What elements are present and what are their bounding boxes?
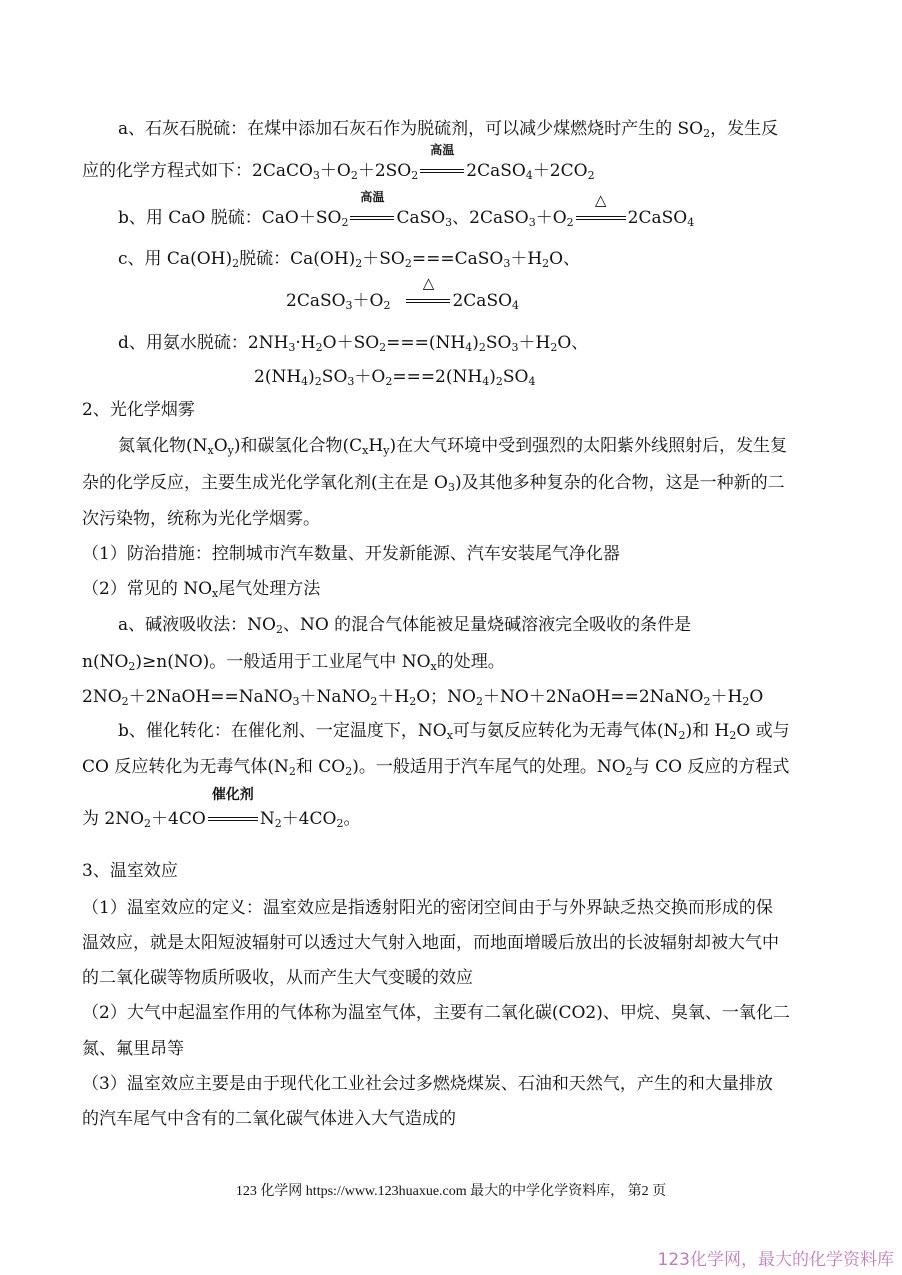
text-segment: ＋2CO: [532, 161, 588, 181]
reaction-condition: [350, 190, 394, 229]
text-segment: O: [749, 687, 764, 707]
text-segment: ＋H: [710, 687, 743, 707]
condition-label: 高温: [360, 190, 385, 204]
text-line: [82, 1038, 184, 1060]
text-segment: （2）大气中起温室作用的气体称为温室气体，主要有二氧化碳(CO2)、甲烷、臭氧、一氧化二: [82, 1003, 790, 1023]
text-segment: 脱硫：Ca(OH): [239, 249, 356, 269]
text-segment: O 或与: [736, 721, 790, 741]
text-segment: ＋H: [377, 687, 410, 707]
text-segment: ＋O: [535, 208, 567, 228]
subscript: 2: [550, 341, 558, 354]
text-segment: 和 CO: [295, 757, 346, 777]
subscript: 2: [370, 695, 378, 708]
subscript: 2: [336, 817, 344, 830]
subscript: 2: [350, 169, 358, 182]
text-segment: ＋H: [510, 249, 543, 269]
subscript: y: [227, 444, 234, 457]
text-segment: 为 2NO: [82, 809, 145, 829]
text-segment: ＋O: [319, 161, 351, 181]
text-line: [82, 651, 505, 673]
subscript: 2: [411, 169, 419, 182]
subscript: 2: [355, 257, 363, 270]
text-segment: ＋NaNO: [299, 687, 371, 707]
text-segment: ===2(NH: [392, 367, 483, 387]
equation-line: [118, 332, 588, 354]
text-line: [82, 1073, 773, 1095]
subscript: x: [212, 587, 219, 600]
text-segment: 温效应，就是太阳短波辐射可以透过大气射入地面，而地面增暖后放出的长波辐射却被大气中: [82, 933, 779, 953]
equation-line: [254, 366, 535, 388]
text-segment: 3、温室效应: [82, 861, 178, 881]
text-segment: 2、光化学烟雾: [82, 400, 195, 420]
text-segment: c、用 Ca(OH): [118, 249, 233, 269]
subscript: 3: [347, 375, 355, 388]
text-segment: O、: [549, 249, 581, 269]
text-segment: 次污染物，统称为光化学烟雾。: [82, 509, 320, 529]
text-segment: O＋SO: [322, 333, 380, 353]
subscript: 2: [275, 623, 283, 636]
subscript: 2: [345, 765, 353, 778]
text-segment: )及其他多种复杂的化合物，这是一种新的二: [454, 473, 785, 493]
text-segment: )≥n(NO)。一般适用于工业尾气中 NO: [135, 652, 431, 672]
subscript: 2: [288, 765, 296, 778]
text-segment: ): [489, 367, 496, 387]
subscript: 2: [144, 817, 152, 830]
text-segment: ): [472, 333, 479, 353]
text-segment: 2NO: [82, 687, 122, 707]
equation-line: [82, 143, 595, 182]
subscript: 2: [274, 817, 282, 830]
page-footer: 123 化学网 https://www.123huaxue.com 最大的中学化学资料库， 第2 页: [235, 1184, 667, 1199]
text-segment: O: [213, 436, 228, 456]
condition-label: △: [422, 274, 435, 292]
text-segment: ): [308, 367, 315, 387]
double-line: [406, 299, 450, 303]
text-segment: ·H: [295, 333, 316, 353]
text-segment: ＋O: [354, 367, 386, 387]
subscript: 2: [385, 375, 393, 388]
subscript: 3: [503, 257, 511, 270]
text-line: [82, 472, 785, 494]
text-segment: ===(NH: [386, 333, 466, 353]
condition-label: 高温: [430, 143, 455, 157]
text-segment: ＋2SO: [357, 161, 412, 181]
text-segment: 。: [343, 809, 361, 829]
text-segment: 氮氧化物(N: [118, 436, 208, 456]
text-segment: ＋4CO: [151, 809, 206, 829]
subscript: 4: [525, 169, 533, 182]
text-segment: 、NO 的混合气体能被足量烧碱溶液完全吸收的条件是: [282, 615, 692, 635]
text-segment: a、碱液吸收法：NO: [118, 615, 276, 635]
subscript: x: [430, 660, 437, 673]
text-segment: n(NO: [82, 652, 129, 672]
subscript: 4: [482, 375, 490, 388]
text-segment: a、石灰石脱硫：在煤中添加石灰石作为脱硫剂，可以减少煤燃烧时产生的 SO: [118, 119, 704, 139]
subscript: 2: [128, 660, 136, 673]
text-segment: 2CaSO: [466, 161, 526, 181]
text-segment: 的处理。: [436, 652, 505, 672]
double-line: [420, 169, 464, 173]
subscript: 2: [121, 695, 129, 708]
watermark: 123化学网，最大的化学资料库: [657, 1250, 894, 1270]
subscript: 2: [566, 216, 574, 229]
equation-line: [286, 274, 520, 312]
subscript: 2: [341, 216, 349, 229]
subscript: 3: [447, 481, 455, 494]
text-line: [118, 435, 787, 457]
subscript: x: [207, 444, 214, 457]
text-segment: 尾气处理方法: [218, 579, 321, 599]
subscript: 2: [404, 257, 412, 270]
text-line: [82, 967, 473, 989]
text-segment: 2CaSO: [627, 208, 688, 228]
text-line: [82, 1002, 790, 1024]
section-heading: [82, 399, 195, 421]
text-line: [118, 720, 790, 742]
subscript: 3: [511, 341, 519, 354]
reaction-condition: [208, 787, 258, 830]
subscript: 2: [742, 695, 750, 708]
text-segment: （2）常见的 NO: [82, 579, 213, 599]
subscript: 3: [528, 216, 536, 229]
subscript: 2: [495, 375, 503, 388]
text-segment: N: [259, 809, 275, 829]
text-line: [82, 932, 779, 954]
subscript: 3: [445, 216, 453, 229]
text-segment: CO 反应转化为无毒气体(N: [82, 757, 289, 777]
text-segment: )和 H: [685, 721, 730, 741]
text-segment: SO: [321, 367, 348, 387]
subscript: 2: [625, 765, 633, 778]
subscript: 2: [314, 375, 322, 388]
text-segment: H: [368, 436, 384, 456]
text-segment: )和碳氢化合物(C: [233, 436, 363, 456]
text-segment: b、用 CaO 脱硫：CaO＋SO: [118, 208, 342, 228]
equation-line: [82, 787, 361, 830]
text-segment: ＋2NaOH==NaNO: [128, 687, 293, 707]
double-line: [576, 216, 626, 220]
subscript: 2: [703, 695, 711, 708]
text-segment: ＋H: [518, 333, 551, 353]
text-line: [82, 756, 789, 778]
text-line: [82, 897, 773, 919]
text-segment: O；NO: [416, 687, 476, 707]
text-segment: （1）防治措施：控制城市汽车数量、开发新能源、汽车安装尾气净化器: [82, 544, 620, 564]
subscript: 2: [729, 729, 737, 742]
text-segment: （3）温室效应主要是由于现代化工业社会过多燃烧煤炭、石油和天然气，产生的和大量排放: [82, 1074, 773, 1094]
text-segment: 杂的化学反应，主要生成光化学氧化剂(主在是 O: [82, 473, 448, 493]
text-line: [82, 578, 320, 600]
reaction-condition: [420, 143, 464, 182]
text-segment: )在大气环境中受到强烈的太阳紫外线照射后，发生复: [389, 436, 788, 456]
subscript: 2: [587, 169, 595, 182]
text-segment: 、2CaSO: [452, 208, 529, 228]
subscript: 3: [345, 299, 353, 312]
text-segment: ＋NO＋2NaOH==2NaNO: [482, 687, 704, 707]
text-segment: 氮、氟里昂等: [82, 1039, 184, 1059]
subscript: x: [362, 444, 369, 457]
subscript: 3: [288, 341, 296, 354]
subscript: 2: [703, 127, 711, 140]
text-line: [118, 614, 691, 636]
reaction-condition: [406, 274, 450, 312]
text-segment: b、催化转化：在催化剂、一定温度下，NO: [118, 721, 447, 741]
text-segment: 2CaSO: [452, 291, 513, 311]
text-segment: )。一般适用于汽车尾气的处理。NO: [352, 757, 626, 777]
equation-line: [82, 686, 763, 708]
subscript: 4: [301, 375, 309, 388]
equation-line: [118, 248, 580, 270]
subscript: 4: [528, 375, 536, 388]
subscript: 2: [678, 729, 686, 742]
text-line: [118, 118, 778, 140]
text-segment: 的汽车尾气中含有的二氧化碳气体进入大气造成的: [82, 1109, 456, 1129]
text-segment: 应的化学方程式如下：2CaCO: [82, 161, 313, 181]
subscript: 2: [232, 257, 240, 270]
section-heading: [82, 860, 178, 882]
text-segment: CaSO: [396, 208, 446, 228]
text-segment: ，发生反: [710, 119, 779, 139]
subscript: 4: [512, 299, 520, 312]
subscript: 2: [542, 257, 550, 270]
text-segment: ===CaSO: [411, 249, 504, 269]
double-line: [350, 216, 394, 220]
subscript: 2: [379, 341, 387, 354]
text-segment: d、用氨水脱硫：2NH: [118, 333, 289, 353]
condition-label: 催化剂: [211, 787, 254, 803]
text-segment: O、: [557, 333, 589, 353]
subscript: 2: [475, 695, 483, 708]
subscript: y: [383, 444, 390, 457]
subscript: x: [446, 729, 453, 742]
subscript: 2: [478, 341, 486, 354]
subscript: 3: [292, 695, 300, 708]
condition-label: △: [594, 191, 607, 209]
text-segment: ＋SO: [362, 249, 405, 269]
text-segment: ＋O: [352, 291, 384, 311]
subscript: 2: [409, 695, 417, 708]
text-segment: （1）温室效应的定义：温室效应是指透射阳光的密闭空间由于与外界缺乏热交换而形成的保: [82, 898, 773, 918]
subscript: 2: [315, 341, 323, 354]
text-line: [82, 508, 320, 530]
text-line: [82, 1108, 456, 1130]
text-segment: ＋4CO: [281, 809, 337, 829]
subscript: 2: [383, 299, 391, 312]
text-segment: 2CaSO: [286, 291, 346, 311]
equation-line: [118, 190, 695, 229]
text-segment: 与 CO 反应的方程式: [632, 757, 790, 777]
subscript: 4: [465, 341, 473, 354]
subscript: 3: [312, 169, 320, 182]
text-segment: 的二氧化碳等物质所吸收，从而产生大气变暖的效应: [82, 968, 473, 988]
text-line: [82, 543, 620, 565]
text-segment: 可与氨反应转化为无毒气体(N: [452, 721, 679, 741]
reaction-condition: [576, 191, 626, 229]
text-segment: SO: [485, 333, 512, 353]
text-segment: SO: [502, 367, 529, 387]
subscript: 4: [687, 216, 695, 229]
double-line: [208, 817, 258, 821]
text-segment: 2(NH: [254, 367, 302, 387]
